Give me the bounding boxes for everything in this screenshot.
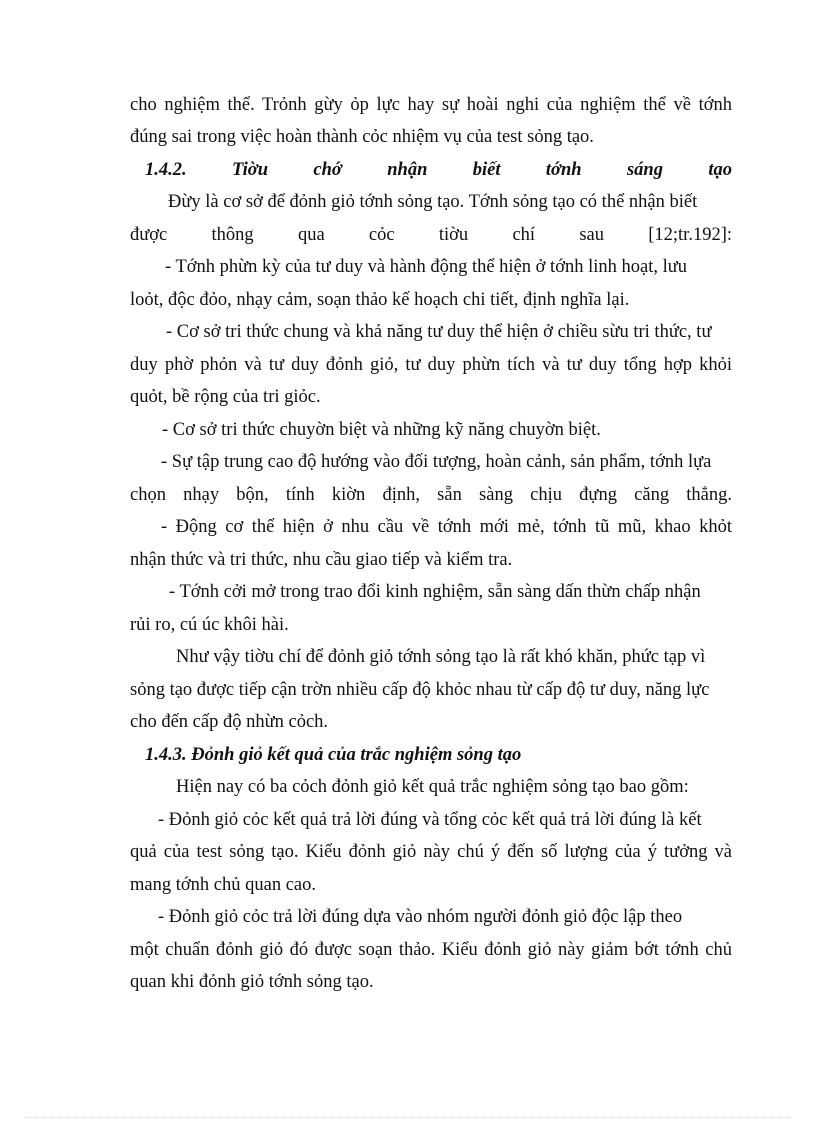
list-item-text: - Đỏnh giỏ cỏc trả lời đúng dựa vào nhóm người đỏnh giỏ độc lập theo [158, 907, 683, 927]
list-item-text: - Đỏnh giỏ cỏc kết quả trả lời đúng và tổng cỏc kết quả trả lời đúng là kết [158, 810, 702, 830]
body-text-line: quả của test sỏng tạo. Kiểu đỏnh giỏ này chú ý đến số lượng của ý tưởng và [130, 842, 732, 862]
body-text-line: cho đến cấp độ nhừn cỏch. [130, 712, 329, 732]
body-text-line: quan khi đỏnh giỏ tớnh sỏng tạo. [130, 972, 374, 992]
body-text-line: Như vậy tiờu chí để đỏnh giỏ tớnh sỏng tạo là rất khó khăn, phức tạp vì [176, 647, 706, 667]
body-text-line: một chuẩn đỏnh giỏ đó được soạn thảo. Kiểu đỏnh giỏ này giảm bớt tớnh chủ [130, 940, 732, 960]
body-text-line: Hiện nay có ba cỏch đỏnh giỏ kết quả trắc nghiệm sỏng tạo bao gồm: [176, 777, 689, 797]
list-item-text: - Sự tập trung cao độ hướng vào đối tượng, hoàn cảnh, sản phẩm, tớnh lựa [161, 452, 712, 472]
body-text-line: mang tớnh chủ quan cao. [130, 875, 316, 895]
body-text-line: sỏng tạo được tiếp cận trờn nhiều cấp độ khỏc nhau từ cấp độ tư duy, năng lực [130, 680, 710, 700]
page-bottom-divider [24, 1117, 792, 1118]
list-item-text: - Tớnh cởi mở trong trao đổi kinh nghiệm, sẵn sàng dấn thừn chấp nhận [169, 582, 701, 602]
section-heading-1-4-2: 1.4.2. Tiờu chớ nhận biết tớnh sáng tạo [145, 160, 732, 180]
body-text-line: duy phờ phỏn và tư duy đỏnh giỏ, tư duy phừn tích và tư duy tổng hợp khỏi [130, 355, 732, 375]
list-item-text: - Động cơ thể hiện ở nhu cầu về tớnh mới mẻ, tớnh tũ mũ, khao khỏt [161, 517, 732, 537]
body-text-line: nhận thức và tri thức, nhu cầu giao tiếp và kiểm tra. [130, 550, 513, 570]
list-item-text: - Cơ sở tri thức chung và khả năng tư duy thể hiện ở chiều sừu tri thức, tư [166, 322, 712, 342]
list-item-text: - Tớnh phừn kỳ của tư duy và hành động thể hiện ở tớnh linh hoạt, lưu [165, 257, 688, 277]
body-text-line: đúng sai trong việc hoàn thành cỏc nhiệm vụ của test sỏng tạo. [130, 127, 594, 147]
body-text-line: cho nghiệm thể. Trỏnh gừy ỏp lực hay sự hoài nghi của nghiệm thể về tớnh [130, 95, 732, 115]
body-text-line: được thông qua cỏc tiờu chí sau [12;tr.192]: [130, 225, 732, 245]
body-text-line: chọn nhạy bộn, tính kiờn định, sẵn sàng chịu đựng căng thẳng. [130, 485, 732, 505]
body-text-line: loỏt, độc đỏo, nhạy cảm, soạn thảo kế hoạch chi tiết, định nghĩa lại. [130, 290, 630, 310]
list-item-text: - Cơ sở tri thức chuyờn biệt và những kỹ năng chuyờn biệt. [162, 420, 601, 440]
body-text-line: Đừy là cơ sở để đỏnh giỏ tớnh sỏng tạo. Tớnh sỏng tạo có thể nhận biết [168, 192, 698, 212]
body-text-line: rủi ro, cú úc khôi hài. [130, 615, 289, 635]
body-text-line: quỏt, bề rộng của tri giỏc. [130, 387, 321, 407]
section-heading-1-4-3: 1.4.3. Đỏnh giỏ kết quả của trắc nghiệm sỏng tạo [145, 745, 522, 765]
